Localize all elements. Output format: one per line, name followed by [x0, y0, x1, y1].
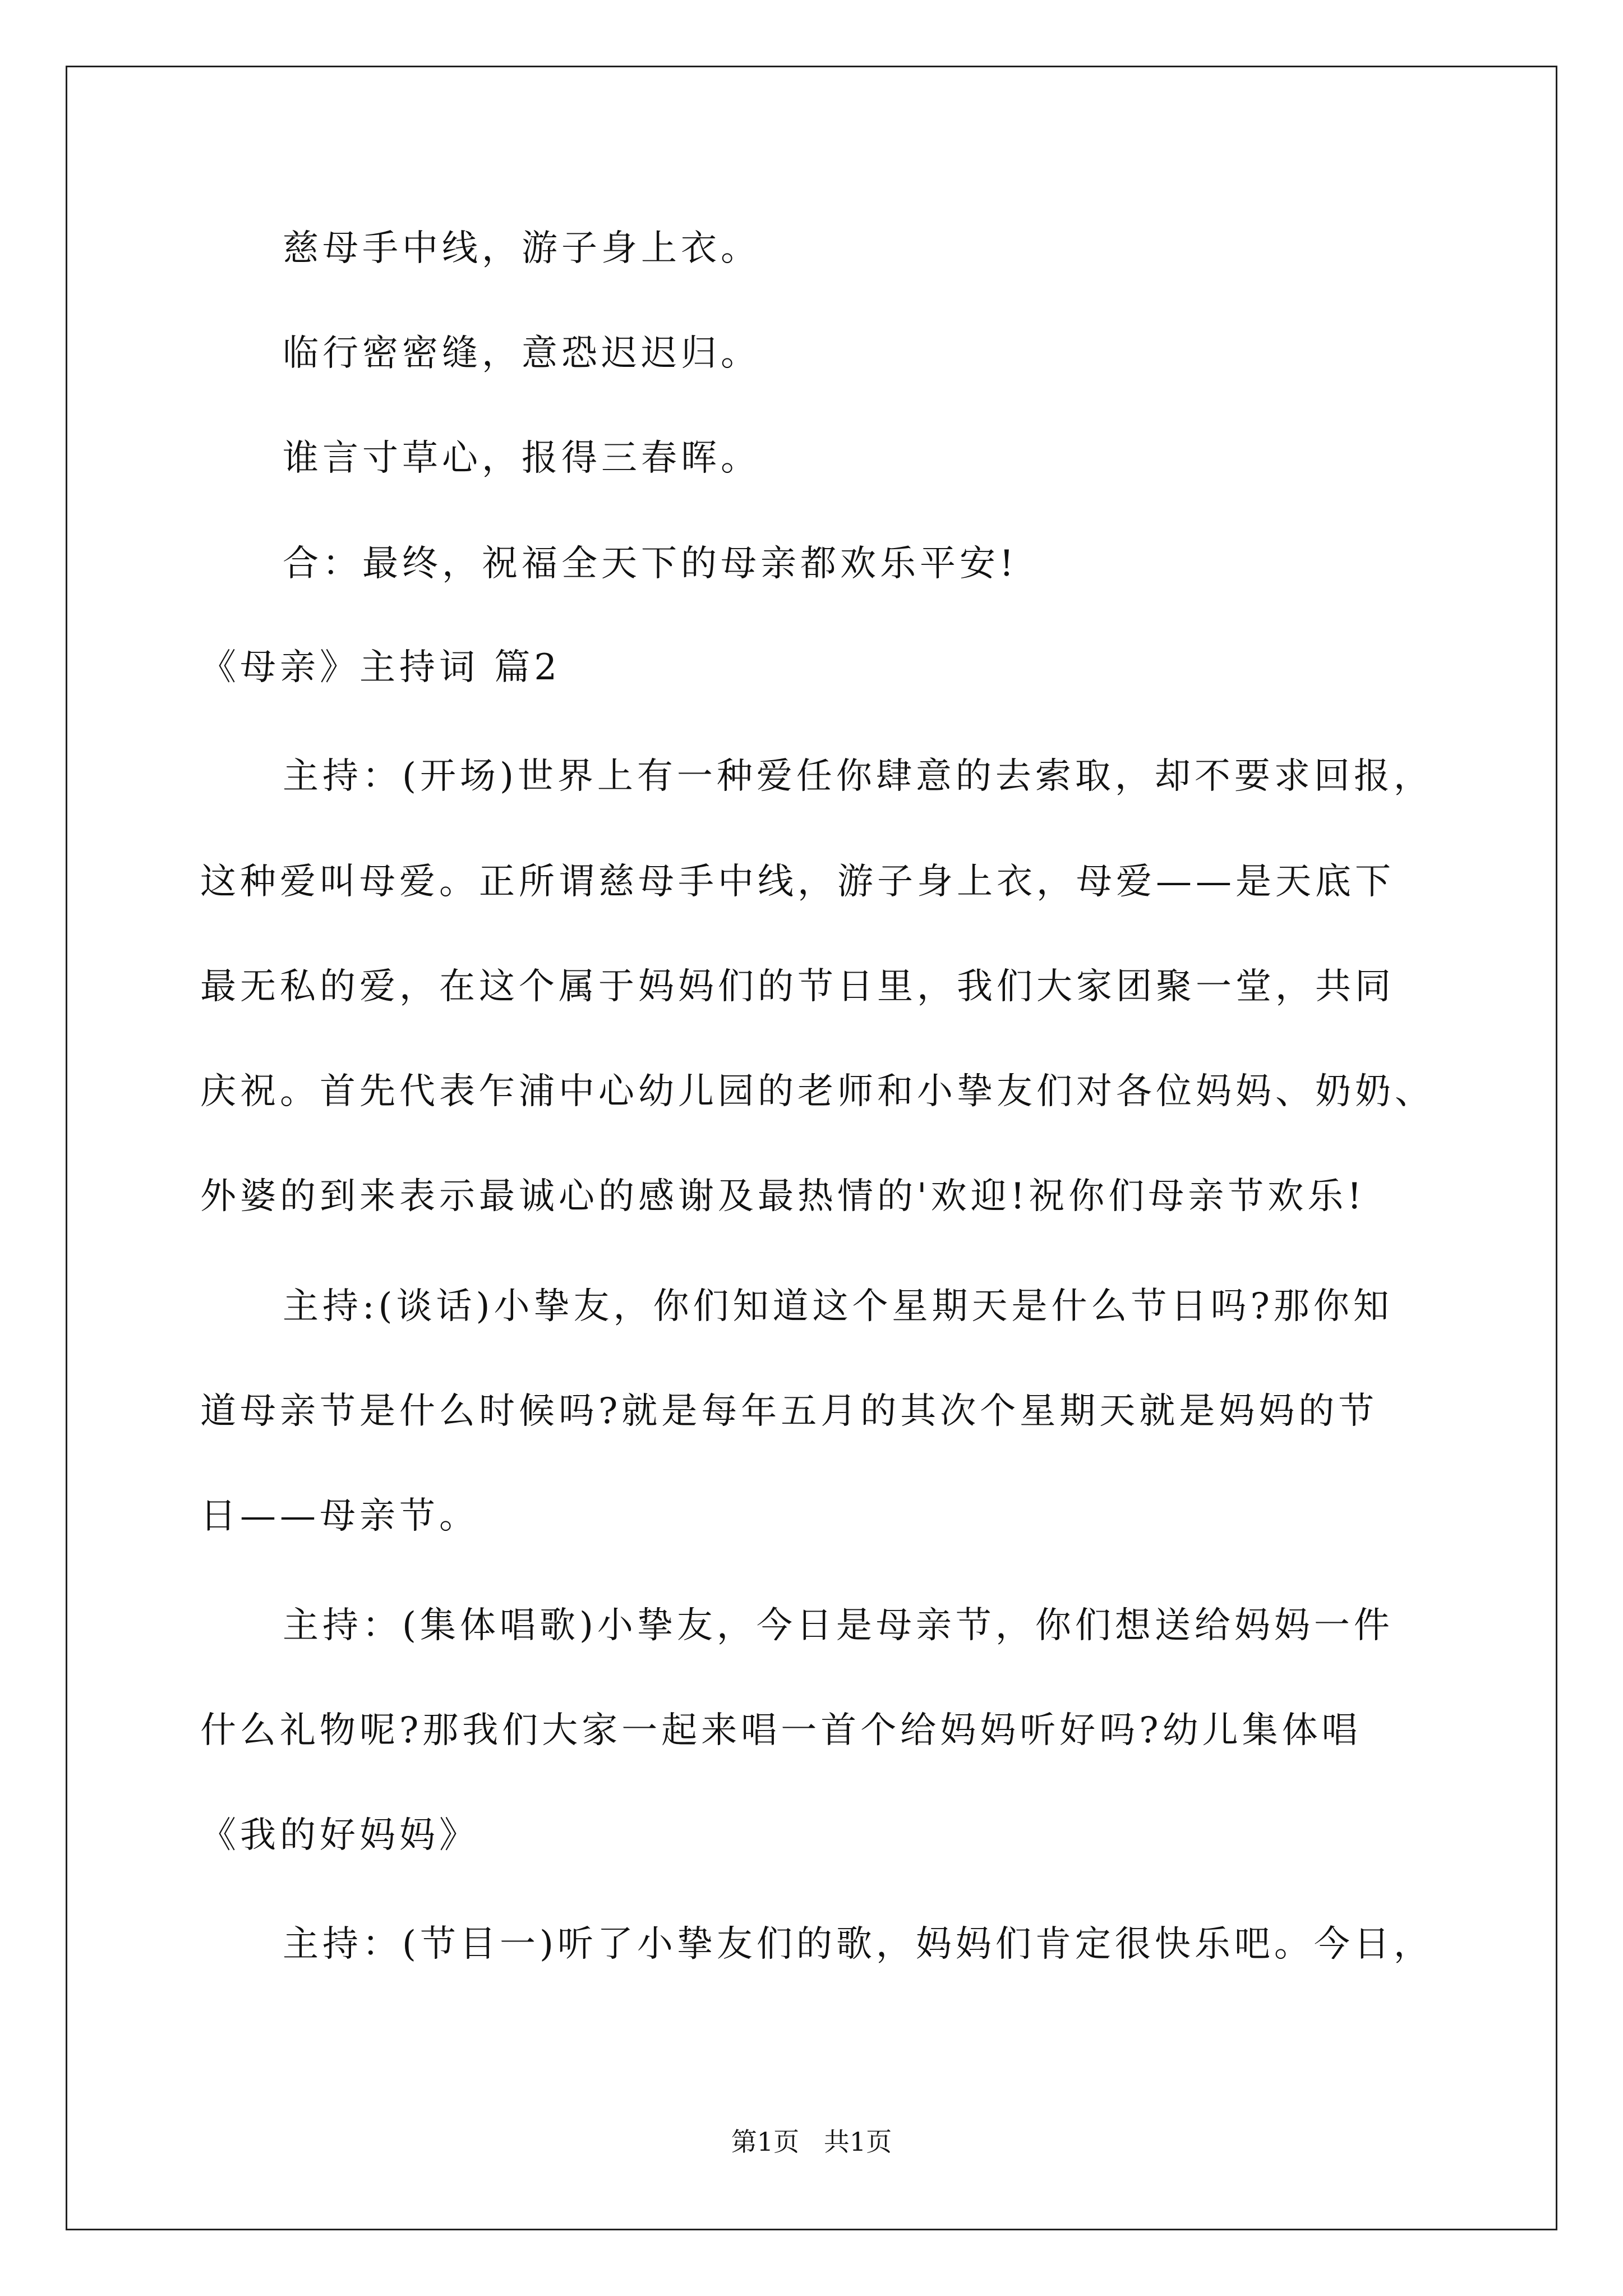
paragraph-line: 什么礼物呢?那我们大家一起来唱一首个给妈妈听好吗?幼儿集体唱 [200, 1710, 1362, 1751]
paragraph-line: 这种爱叫母爱。正所谓慈母手中线，游子身上衣，母爱——是天底下 [200, 861, 1395, 903]
poem-line-1: 慈母手中线，游子身上衣。 [283, 228, 760, 269]
paragraph-line: 主持：(节目一)听了小挚友们的歌，妈妈们肯定很快乐吧。今日， [283, 1924, 1433, 1965]
paragraph-line: 《我的好妈妈》 [200, 1815, 479, 1856]
paragraph-line: 最无私的爱，在这个属于妈妈们的节日里，我们大家团聚一堂，共同 [200, 966, 1395, 1007]
page-frame [66, 66, 1557, 2230]
paragraph-line: 外婆的到来表示最诚心的感谢及最热情的'欢迎!祝你们母亲节欢乐! [200, 1176, 1366, 1217]
paragraph-line: 主持：(开场)世界上有一种爱任你肆意的去索取，却不要求回报， [283, 756, 1433, 797]
paragraph-line: 道母亲节是什么时候吗?就是每年五月的其次个星期天就是妈妈的节 [200, 1391, 1378, 1432]
paragraph-line: 主持：(集体唱歌)小挚友，今日是母亲节，你们想送给妈妈一件 [283, 1605, 1394, 1646]
closing-line: 合：最终，祝福全天下的母亲都欢乐平安! [283, 543, 1018, 585]
paragraph-line: 庆祝。首先代表乍浦中心幼儿园的老师和小挚友们对各位妈妈、奶奶、 [200, 1071, 1435, 1112]
poem-line-3: 谁言寸草心，报得三春晖。 [283, 438, 760, 479]
section-heading: 《母亲》主持词 篇2 [200, 647, 561, 688]
paragraph-line: 日——母亲节。 [200, 1496, 479, 1537]
poem-line-2: 临行密密缝，意恐迟迟归。 [283, 333, 760, 374]
paragraph-line: 主持:(谈话)小挚友，你们知道这个星期天是什么节日吗?那你知 [283, 1286, 1393, 1327]
page-footer: 第1页 共1页 [731, 2127, 892, 2157]
